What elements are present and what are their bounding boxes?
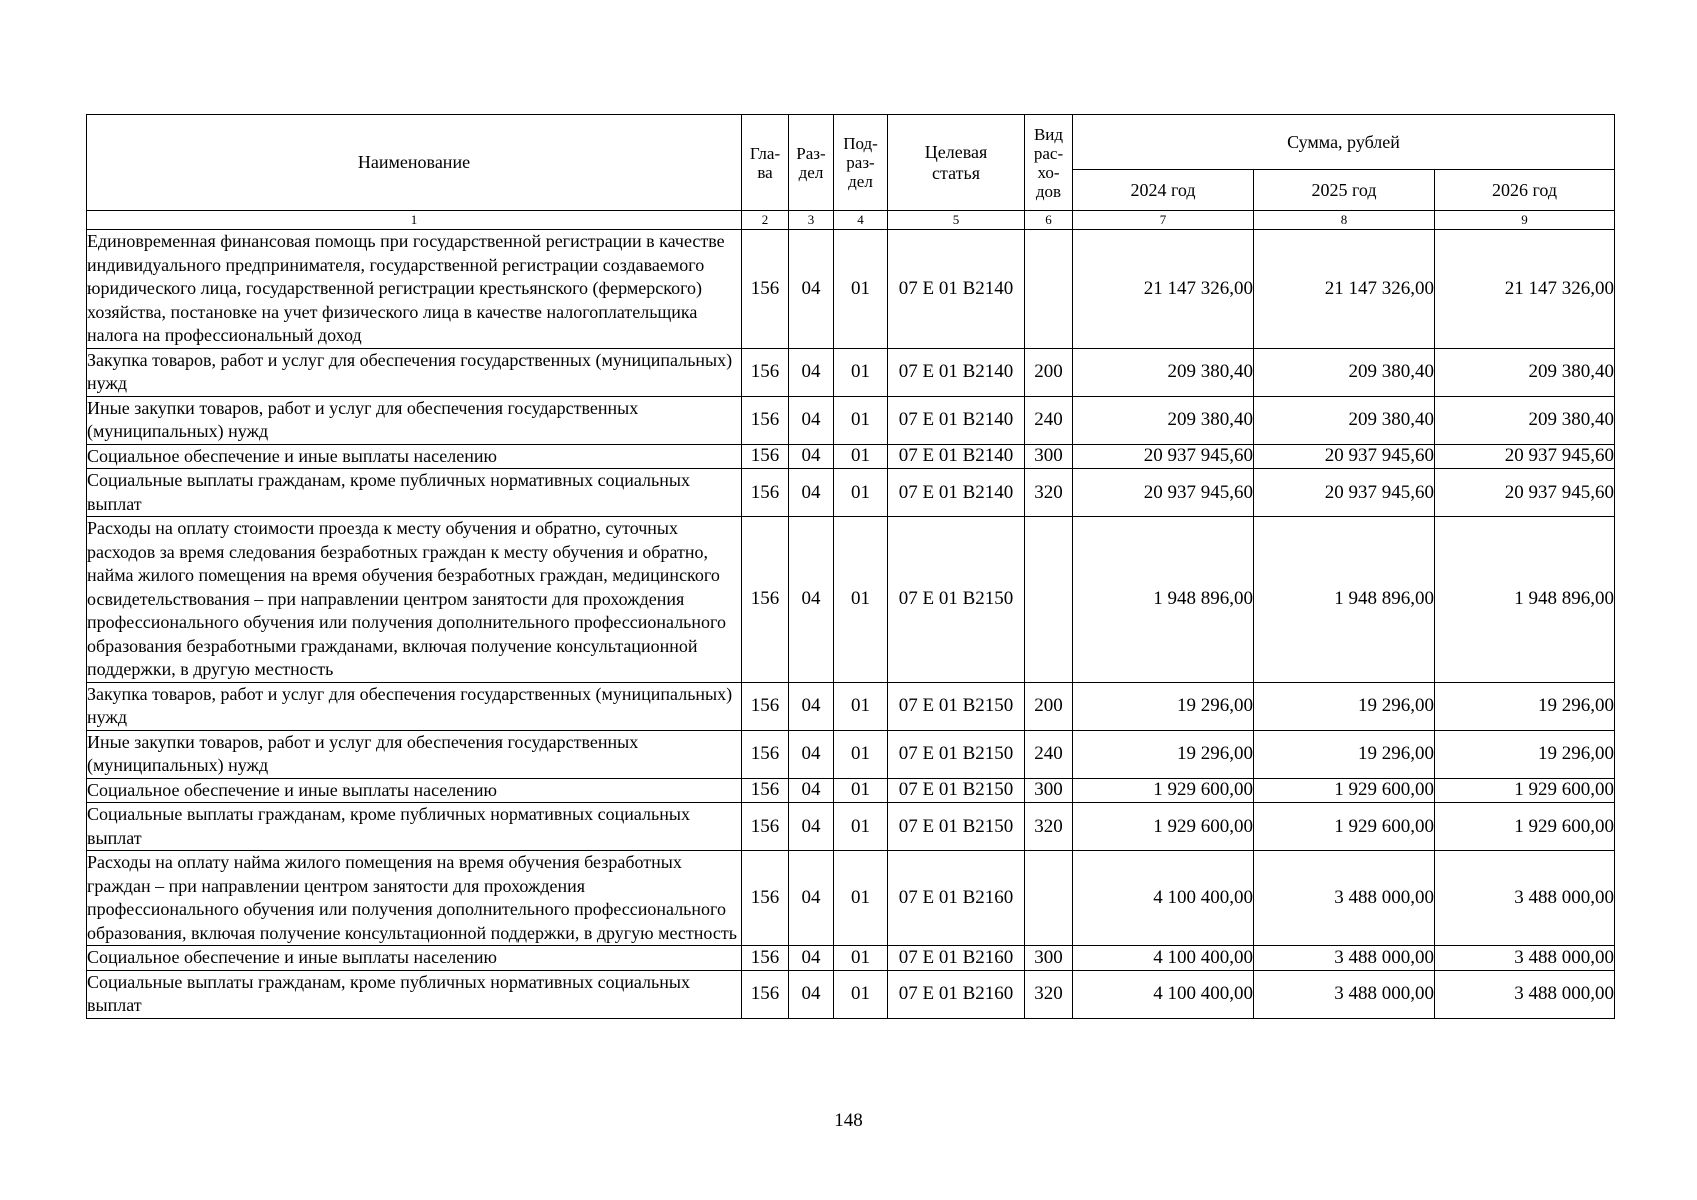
row-podrazdel: 01 — [834, 444, 888, 469]
row-glava: 156 — [742, 348, 789, 396]
row-sum-2024: 1 929 600,00 — [1073, 778, 1254, 803]
row-sum-2026: 19 296,00 — [1435, 730, 1615, 778]
row-razdel: 04 — [789, 778, 834, 803]
row-sum-2025: 3 488 000,00 — [1254, 946, 1435, 971]
row-podrazdel: 01 — [834, 946, 888, 971]
row-glava: 156 — [742, 730, 789, 778]
row-razdel: 04 — [789, 348, 834, 396]
row-razdel: 04 — [789, 946, 834, 971]
row-sum-2025: 1 929 600,00 — [1254, 778, 1435, 803]
row-razdel: 04 — [789, 230, 834, 349]
table-row — [87, 444, 1615, 469]
row-sum-2026: 3 488 000,00 — [1435, 946, 1615, 971]
budget-table — [86, 114, 1615, 1019]
row-name: Закупка товаров, работ и услуг для обеспечения государственных (муниципальных) нужд — [87, 682, 742, 730]
row-name: Расходы на оплату найма жилого помещения на время обучения безработных граждан – при направлении центром занятости для прохождения профессионального обучения или получения дополнительного профессионального образования, включая получение консультационной поддержки, в другую местность — [87, 851, 742, 946]
row-vid-rashodov — [1025, 517, 1073, 683]
row-sum-2024: 4 100 400,00 — [1073, 851, 1254, 946]
row-glava: 156 — [742, 230, 789, 349]
column-number: 4 — [834, 211, 888, 230]
row-sum-2026: 209 380,40 — [1435, 396, 1615, 444]
row-sum-2026: 1 948 896,00 — [1435, 517, 1615, 683]
row-razdel: 04 — [789, 851, 834, 946]
row-sum-2026: 209 380,40 — [1435, 348, 1615, 396]
row-sum-2026: 20 937 945,60 — [1435, 469, 1615, 517]
row-name: Социальное обеспечение и иные выплаты населению — [87, 778, 742, 803]
row-razdel: 04 — [789, 469, 834, 517]
column-number: 6 — [1025, 211, 1073, 230]
row-sum-2025: 21 147 326,00 — [1254, 230, 1435, 349]
row-name: Закупка товаров, работ и услуг для обеспечения государственных (муниципальных) нужд — [87, 348, 742, 396]
row-vid-rashodov: 300 — [1025, 946, 1073, 971]
table-row — [87, 230, 1615, 349]
row-vid-rashodov: 320 — [1025, 469, 1073, 517]
row-vid-rashodov: 300 — [1025, 444, 1073, 469]
row-celevaya-statya: 07 Е 01 В2150 — [888, 778, 1025, 803]
row-name: Социальные выплаты гражданам, кроме публичных нормативных социальных выплат — [87, 469, 742, 517]
budget-page — [86, 114, 1614, 1019]
header-celevaya-statya: Целевая статья — [888, 115, 1025, 211]
row-vid-rashodov: 300 — [1025, 778, 1073, 803]
row-glava: 156 — [742, 946, 789, 971]
row-sum-2026: 3 488 000,00 — [1435, 970, 1615, 1018]
row-vid-rashodov: 320 — [1025, 970, 1073, 1018]
row-vid-rashodov: 240 — [1025, 730, 1073, 778]
row-name: Иные закупки товаров, работ и услуг для обеспечения государственных (муниципальных) нужд — [87, 396, 742, 444]
row-celevaya-statya: 07 Е 01 В2150 — [888, 730, 1025, 778]
row-sum-2024: 19 296,00 — [1073, 730, 1254, 778]
row-sum-2026: 19 296,00 — [1435, 682, 1615, 730]
row-name: Социальные выплаты гражданам, кроме публичных нормативных социальных выплат — [87, 803, 742, 851]
row-razdel: 04 — [789, 517, 834, 683]
row-sum-2025: 1 929 600,00 — [1254, 803, 1435, 851]
page-number: 148 — [834, 1110, 863, 1131]
header-vid-rashodov: Вид рас- хо- дов — [1025, 115, 1073, 211]
column-number-row — [87, 211, 1615, 230]
row-razdel: 04 — [789, 396, 834, 444]
row-razdel: 04 — [789, 803, 834, 851]
row-sum-2024: 4 100 400,00 — [1073, 970, 1254, 1018]
header-year-2024: 2024 год — [1073, 170, 1254, 211]
row-podrazdel: 01 — [834, 778, 888, 803]
row-name: Социальное обеспечение и иные выплаты населению — [87, 946, 742, 971]
row-podrazdel: 01 — [834, 348, 888, 396]
row-podrazdel: 01 — [834, 803, 888, 851]
row-celevaya-statya: 07 Е 01 В2150 — [888, 517, 1025, 683]
row-celevaya-statya: 07 Е 01 В2160 — [888, 946, 1025, 971]
row-glava: 156 — [742, 851, 789, 946]
row-celevaya-statya: 07 Е 01 В2140 — [888, 230, 1025, 349]
row-sum-2025: 3 488 000,00 — [1254, 851, 1435, 946]
table-row — [87, 851, 1615, 946]
row-celevaya-statya: 07 Е 01 В2140 — [888, 348, 1025, 396]
row-glava: 156 — [742, 803, 789, 851]
row-podrazdel: 01 — [834, 682, 888, 730]
row-vid-rashodov — [1025, 230, 1073, 349]
row-sum-2026: 21 147 326,00 — [1435, 230, 1615, 349]
row-sum-2026: 1 929 600,00 — [1435, 803, 1615, 851]
header-year-2025: 2025 год — [1254, 170, 1435, 211]
row-celevaya-statya: 07 Е 01 В2140 — [888, 396, 1025, 444]
row-glava: 156 — [742, 682, 789, 730]
row-sum-2024: 209 380,40 — [1073, 396, 1254, 444]
row-vid-rashodov — [1025, 851, 1073, 946]
row-name: Социальные выплаты гражданам, кроме публичных нормативных социальных выплат — [87, 970, 742, 1018]
table-row — [87, 970, 1615, 1018]
row-podrazdel: 01 — [834, 396, 888, 444]
row-sum-2025: 20 937 945,60 — [1254, 444, 1435, 469]
column-number: 9 — [1435, 211, 1615, 230]
header-name: Наименование — [87, 115, 742, 211]
row-glava: 156 — [742, 444, 789, 469]
row-sum-2025: 20 937 945,60 — [1254, 469, 1435, 517]
row-sum-2024: 4 100 400,00 — [1073, 946, 1254, 971]
row-name: Единовременная финансовая помощь при государственной регистрации в качестве индивидуального предпринимателя, государственной регистрации создаваемого юридического лица, государственной регистрации крестьянского (фермерского) хозяйства, постановке на учет физического лица в качестве налогоплательщика налога на профессиональный доход — [87, 230, 742, 349]
column-number: 7 — [1073, 211, 1254, 230]
row-celevaya-statya: 07 Е 01 В2140 — [888, 444, 1025, 469]
row-name: Иные закупки товаров, работ и услуг для обеспечения государственных (муниципальных) нужд — [87, 730, 742, 778]
row-sum-2026: 1 929 600,00 — [1435, 778, 1615, 803]
row-vid-rashodov: 200 — [1025, 348, 1073, 396]
header-razdel: Раз- дел — [789, 115, 834, 211]
row-sum-2025: 209 380,40 — [1254, 396, 1435, 444]
table-row — [87, 778, 1615, 803]
table-row — [87, 396, 1615, 444]
column-number: 2 — [742, 211, 789, 230]
table-row — [87, 348, 1615, 396]
row-sum-2024: 1 929 600,00 — [1073, 803, 1254, 851]
row-sum-2024: 20 937 945,60 — [1073, 444, 1254, 469]
row-razdel: 04 — [789, 730, 834, 778]
row-sum-2024: 19 296,00 — [1073, 682, 1254, 730]
row-vid-rashodov: 240 — [1025, 396, 1073, 444]
row-sum-2025: 19 296,00 — [1254, 682, 1435, 730]
row-podrazdel: 01 — [834, 230, 888, 349]
row-sum-2025: 19 296,00 — [1254, 730, 1435, 778]
row-sum-2024: 20 937 945,60 — [1073, 469, 1254, 517]
table-row — [87, 803, 1615, 851]
row-celevaya-statya: 07 Е 01 В2150 — [888, 803, 1025, 851]
column-number: 5 — [888, 211, 1025, 230]
row-sum-2024: 1 948 896,00 — [1073, 517, 1254, 683]
row-name: Расходы на оплату стоимости проезда к месту обучения и обратно, суточных расходов за время следования безработных граждан к месту обучения и обратно, найма жилого помещения на время обучения безработных граждан, медицинского освидетельствования – при направлении центром занятости для прохождения профессионального обучения или получения дополнительного профессионального образования безработными гражданами, включая получение консультационной поддержки, в другую местность — [87, 517, 742, 683]
table-row — [87, 517, 1615, 683]
row-podrazdel: 01 — [834, 469, 888, 517]
row-podrazdel: 01 — [834, 730, 888, 778]
row-sum-2026: 20 937 945,60 — [1435, 444, 1615, 469]
table-row — [87, 469, 1615, 517]
row-glava: 156 — [742, 970, 789, 1018]
row-name: Социальное обеспечение и иные выплаты населению — [87, 444, 742, 469]
table-row — [87, 730, 1615, 778]
row-sum-2024: 209 380,40 — [1073, 348, 1254, 396]
row-razdel: 04 — [789, 682, 834, 730]
column-number: 1 — [87, 211, 742, 230]
row-sum-2025: 1 948 896,00 — [1254, 517, 1435, 683]
row-sum-2026: 3 488 000,00 — [1435, 851, 1615, 946]
row-celevaya-statya: 07 Е 01 В2160 — [888, 970, 1025, 1018]
header-summa: Сумма, рублей — [1073, 115, 1615, 170]
row-glava: 156 — [742, 396, 789, 444]
table-row — [87, 946, 1615, 971]
row-sum-2025: 209 380,40 — [1254, 348, 1435, 396]
column-number: 3 — [789, 211, 834, 230]
row-podrazdel: 01 — [834, 970, 888, 1018]
row-celevaya-statya: 07 Е 01 В2150 — [888, 682, 1025, 730]
row-glava: 156 — [742, 517, 789, 683]
row-glava: 156 — [742, 778, 789, 803]
table-row — [87, 682, 1615, 730]
column-number: 8 — [1254, 211, 1435, 230]
header-year-2026: 2026 год — [1435, 170, 1615, 211]
budget-table-body — [87, 230, 1615, 1019]
row-sum-2024: 21 147 326,00 — [1073, 230, 1254, 349]
row-razdel: 04 — [789, 444, 834, 469]
row-celevaya-statya: 07 Е 01 В2160 — [888, 851, 1025, 946]
row-celevaya-statya: 07 Е 01 В2140 — [888, 469, 1025, 517]
header-glava: Гла- ва — [742, 115, 789, 211]
row-podrazdel: 01 — [834, 851, 888, 946]
row-sum-2025: 3 488 000,00 — [1254, 970, 1435, 1018]
row-razdel: 04 — [789, 970, 834, 1018]
row-podrazdel: 01 — [834, 517, 888, 683]
row-vid-rashodov: 200 — [1025, 682, 1073, 730]
header-podrazdel: Под- раз- дел — [834, 115, 888, 211]
row-vid-rashodov: 320 — [1025, 803, 1073, 851]
row-glava: 156 — [742, 469, 789, 517]
